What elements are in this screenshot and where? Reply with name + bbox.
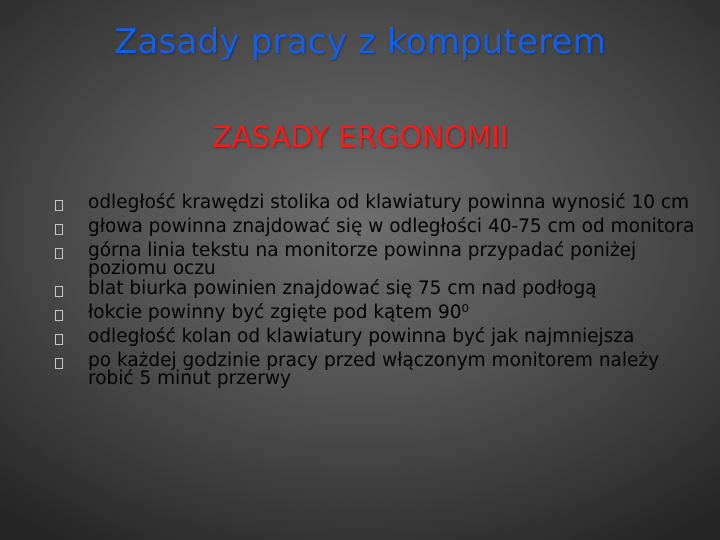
list-item bbox=[50, 216, 700, 240]
list-item bbox=[50, 326, 700, 350]
bullet-square-icon bbox=[50, 216, 88, 240]
list-item-text: odległość kolan od klawiatury powinna być jak najmniejsza bbox=[88, 326, 635, 347]
slide-subtitle: ZASADY ERGONOMII bbox=[211, 120, 509, 154]
list-item bbox=[50, 350, 700, 388]
bullet-square-icon bbox=[50, 302, 88, 326]
list-item-text: odległość krawędzi stolika od klawiatury powinna wynosić 10 cm bbox=[88, 192, 690, 213]
list-item bbox=[50, 302, 700, 326]
bullet-square-icon bbox=[50, 326, 88, 350]
list-item-text: łokcie powinny być zgięte pod kątem 90⁰ bbox=[88, 302, 469, 323]
bullet-square-icon bbox=[50, 350, 88, 374]
bullet-square-icon bbox=[50, 240, 88, 264]
list-item bbox=[50, 240, 700, 278]
slide-title: Zasady pracy z komputerem bbox=[114, 22, 606, 62]
list-item-text: po każdej godzinie pracy przed włączonym monitorem należy robić 5 minut przerwy bbox=[88, 350, 660, 389]
list-item-text: blat biurka powinien znajdować się 75 cm nad podłogą bbox=[88, 278, 597, 299]
list-item bbox=[50, 192, 700, 216]
list-item bbox=[50, 278, 700, 302]
bullet-square-icon bbox=[50, 192, 88, 216]
rules-list bbox=[50, 192, 700, 388]
list-item-text: głowa powinna znajdować się w odległości 40-75 cm od monitora bbox=[88, 216, 695, 237]
bullet-square-icon bbox=[50, 278, 88, 302]
list-item-text: górna linia tekstu na monitorze powinna przypadać poniżej poziomu oczu bbox=[88, 240, 637, 279]
